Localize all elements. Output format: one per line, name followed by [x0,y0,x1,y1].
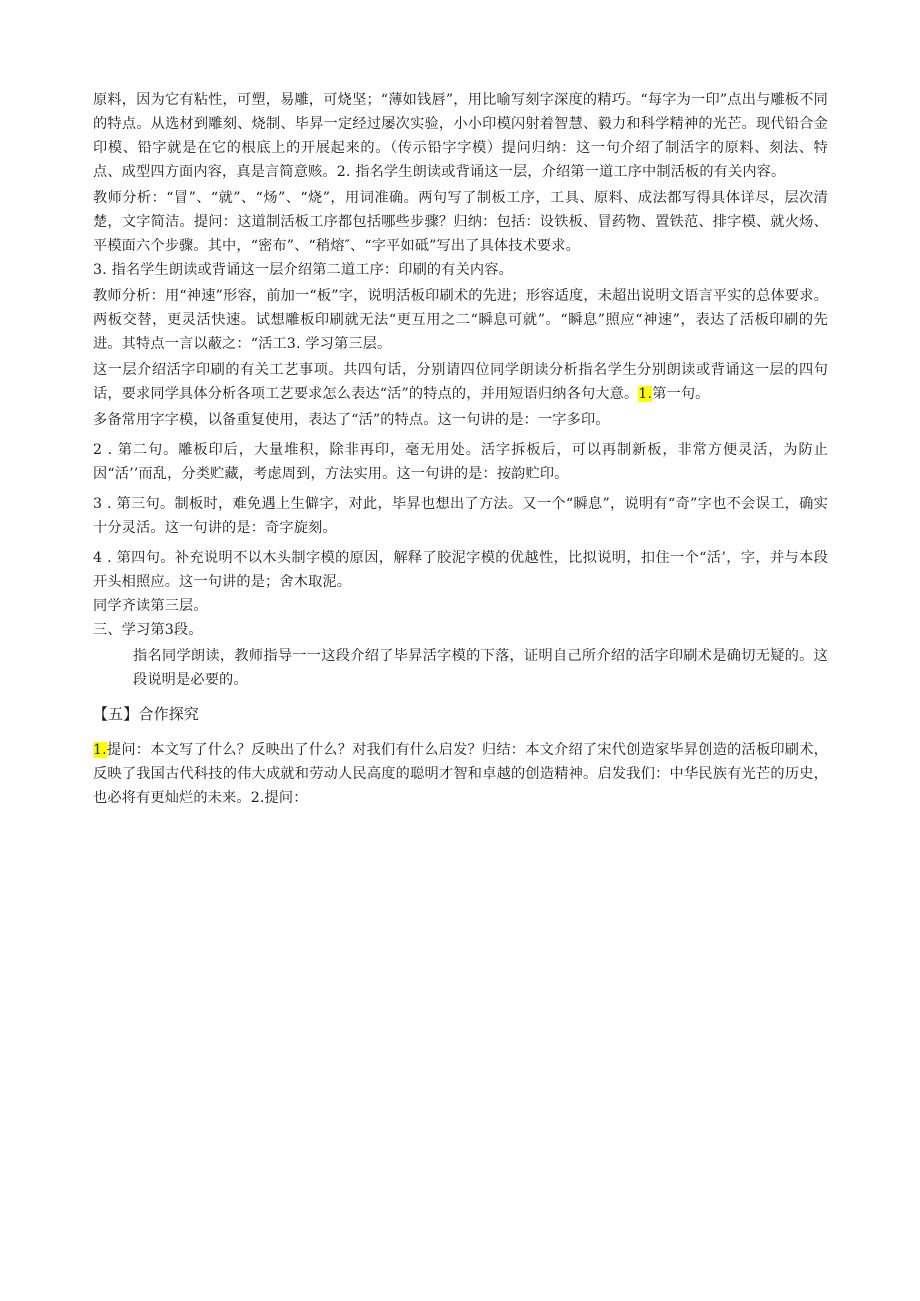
section-three-title: 三、学习第3段。 [93,622,203,638]
first-sentence-label: 第一句。 [652,386,710,402]
paragraph-second-sentence: 2 . 第二句。雕板印后，大量堆积，除非再印，毫无用处。活字拆板后，可以再制新板，非常方便灵活，为防止因“活’’而乱，分类贮藏，考虑周到，方法实用。这一句讲的是：按韵贮印。 [93,442,828,482]
paragraph-first-sentence: 多备常用字字模，以备重复使用，表达了“活”的特点。这一句讲的是：一字多印。 [93,412,610,428]
paragraph-fourth-sentence: 4 . 第四句。补充说明不以木头制字模的原因，解释了胶泥字模的优越性，比拟说明，扣住一个“活’，字，并与本段开头相照应。这一句讲的是；舍木取泥。 [93,550,828,590]
inquiry-text: 提问：本文写了什么？反映出了什么？对我们有什么启发？归结：本文介绍了宋代创造家毕昇创造的活板印刷术，反映了我国古代科技的伟大成就和劳动人民高度的聪明才智和卓越的创造精神。启发我们：中华民族有光芒的历史，也必将有更灿烂的未来。2.提问： [93,742,828,806]
paragraph-teacher-analysis-speed: 教师分析：用“神速”形容，前加一“板”字，说明活板印刷术的先进；形容适度，未超出说明文语言平实的总体要求。两板交替，更灵活快速。试想雕板印刷就无法“更互用之二“瞬息可就”。“瞬息”照应“神速”，表达了活板印刷的先进。其特点一言以蔽之：“活工3. 学习第三层。 [93,288,828,352]
paragraph-read-together: 同学齐读第三层。 [93,598,208,614]
paragraph-third-sentence: 3 . 第三句。制板时，难免遇上生僻字，对此，毕昇也想出了方法。又一个“瞬息”，说明有“奇”字也不会误工，确实十分灵活。这一句讲的是：奇字旋刻。 [93,496,828,536]
section-heading-cooperative-inquiry: 【五】合作探究 [93,705,200,723]
highlighted-number: 1. [93,742,107,758]
paragraph-layer-three-intro [93,358,828,406]
paragraph-section-three-body: 指名同学朗读，教师指导一一这段介绍了毕昇活字模的下落，证明自己所介绍的活字印刷术是确切无疑的。这段说明是必要的。 [133,648,828,688]
paragraph-teacher-analysis-plate: 教师分析：“冒”、“就”、“炀”、“烧”，用词准确。两句写了制板工序，工具、原料、成法都写得具体详尽，层次清楚，文字简洁。提问：这道制活板工序都包括哪些步骤？归纳：包括：设铁板、冒药物、置铁范、排字模、就火炀、平模面六个步骤。其中，“密布”、“稍熔″、“字平如砥”写出了具体技术要求。 [93,190,828,254]
paragraph-step-3-printing: 3. 指名学生朗读或背诵这一层介绍第二道工序：印刷的有关内容。 [93,262,513,278]
paragraph-clay-type-analysis: 原料，因为它有粘性，可塑，易雕，可烧坚；“薄如钱唇”，用比喻写刻字深度的精巧。“每字为一印”点出与雕板不同的特点。从选材到雕刻、烧制、毕昇一定经过屡次实验，小小印模闪射着智慧、毅力和科学精神的光芒。现代铅合金印模、铅字就是在它的根底上的开展起来的。（传示铅字字模）提问归纳：这一句介绍了制活字的原料、刻法、特点、成型四方面内容，真是言简意赅。2. 指名学生朗读或背诵这一层，介绍第一道工序中制活板的有关内容。 [93,92,828,180]
layer-three-text: 这一层介绍活字印刷的有关工艺事项。共四句话，分别请四位同学朗读分析指名学生分别朗读或背诵这一层的四句话，要求同学具体分析各项工艺要求怎么表达“活”的特点的，并用短语归纳各句大意。 [93,362,828,402]
document-body [93,88,828,810]
highlighted-number: 1. [638,386,653,402]
paragraph-inquiry-question [93,738,828,810]
